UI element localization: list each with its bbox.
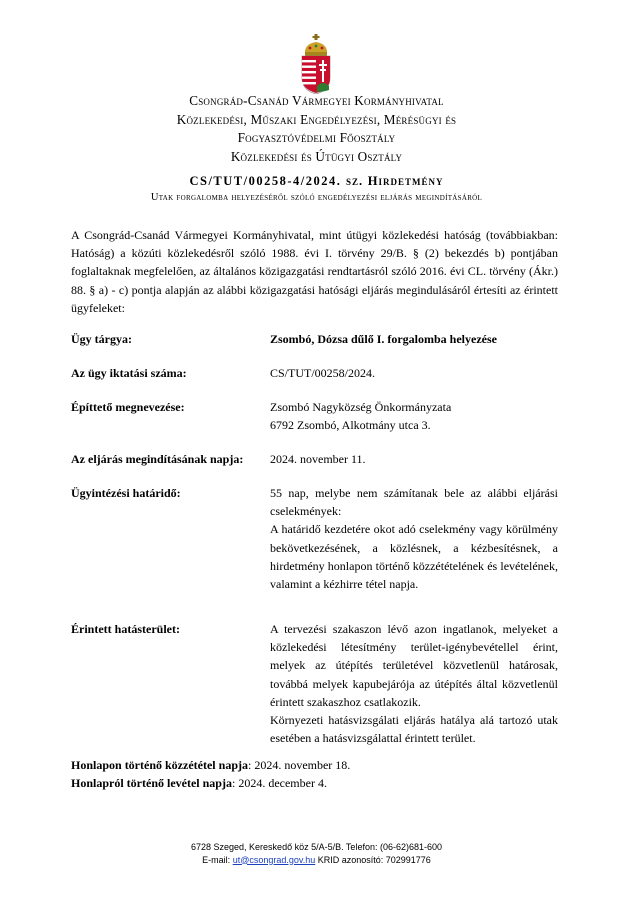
start-date-label: Az eljárás megindításának napja: <box>71 452 244 466</box>
krid-id: KRID azonosító: 702991776 <box>315 854 431 865</box>
footer-address: 6728 Szeged, Kereskedő köz 5/A-5/B. Telefon: (06-62)681-600 <box>191 842 442 852</box>
header-line-3: Fogyasztóvédelmi Főosztály <box>237 130 396 145</box>
email-label: E-mail: <box>202 854 233 865</box>
subject-value: Zsombó, Dózsa dűlő I. forgalomba helyezése <box>270 332 497 346</box>
removed-date-value: : 2024. december 4. <box>231 776 327 790</box>
reference-number: CS/TUT/00258-4/2024. <box>189 174 342 188</box>
document-subtitle: Utak forgalomba helyezéséről szóló engedélyezési eljárás megindításáról <box>150 192 483 203</box>
deadline-days: 55 nap, melybe nem számítanak bele az alábbi eljárási cselekmények: <box>270 486 558 519</box>
posted-date-label: Honlapon történő közzététel napja <box>71 758 248 772</box>
header-line-2: Közlekedési, Műszaki Engedélyezési, Mérésügyi és <box>176 111 457 127</box>
removed-date-label: Honlapról történő levétel napja <box>71 776 232 790</box>
affected-area-label: Érintett hatásterület: <box>71 622 180 636</box>
document-type: Hirdetmény <box>367 174 444 188</box>
posted-date-value: : 2024. november 18. <box>247 758 351 772</box>
affected-area-text-2: Környezeti hatásvizsgálati eljárás hatálya alá tartozó utak esetében a hatásvizsgálattal érintett terület. <box>270 713 558 746</box>
subject-label: Ügy tárgya: <box>71 332 132 346</box>
footer <box>0 841 633 866</box>
deadline-exclusions: A határidő kezdetére okot adó cselekmény vagy körülmény bekövetkezésének, a közlésnek, a kézbesítésnek, a hirdetmény honlapon történő közzétételének és levételének, valamint a kézhirre tétel napja. <box>270 522 558 592</box>
holy-crown-icon <box>305 34 327 56</box>
email-link[interactable]: ut@csongrad.gov.hu <box>232 854 316 865</box>
header-line-1: Csongrád-Csanád Vármegyei Kormányhivatal <box>189 93 444 108</box>
authority-header <box>0 92 633 166</box>
affected-area-text-1: A tervezési szakaszon lévő azon ingatlanok, melyeket a közlekedési létesítmény terület-igénybevétellel érint, melyek az útépítés területével közvetlenül határosak, továbbá melyek kapubejárója az útépítés által közvetlenül érintett szakaszhoz csatlakozik. <box>270 622 558 709</box>
start-date-value: 2024. november 11. <box>270 452 366 466</box>
builder-label: Építtető megnevezése: <box>71 400 185 414</box>
case-number-value: CS/TUT/00258/2024. <box>270 366 376 380</box>
builder-value <box>270 398 558 434</box>
removed-date-line <box>71 774 327 792</box>
deadline-label: Ügyintézési határidő: <box>71 486 181 500</box>
intro-paragraph: A Csongrád-Csanád Vármegyei Kormányhivatal, mint útügyi közlekedési hatóság (továbbiakban: Hatóság) a közúti közlekedésről szóló 1988. évi I. törvény 29/B. § (2) bekezdés b) pontjában foglaltaknak megfelelően, az általános közigazgatási rendtartásról szóló 2016. évi CL. törvény (Ákr.) 88. § a) - c) pontja alapján az alábbi közigazgatási hatósági eljárás megindulásáról értesíti az érintett ügyfeleket: <box>71 228 558 315</box>
shield-icon <box>302 56 330 94</box>
affected-area-value <box>270 620 558 747</box>
reference-sz: sz. <box>346 174 364 188</box>
builder-address: 6792 Zsombó, Alkotmány utca 3. <box>270 418 431 433</box>
document-reference <box>0 174 633 189</box>
coat-of-arms-icon <box>299 34 333 94</box>
deadline-value <box>270 484 558 593</box>
case-number-label: Az ügy iktatási száma: <box>71 366 187 380</box>
footer-contact <box>0 854 633 867</box>
posted-date-line <box>71 756 350 774</box>
header-line-4: Közlekedési és Útügyi Osztály <box>230 148 403 164</box>
builder-name: Zsombó Nagyközség Önkormányzata <box>270 400 452 414</box>
